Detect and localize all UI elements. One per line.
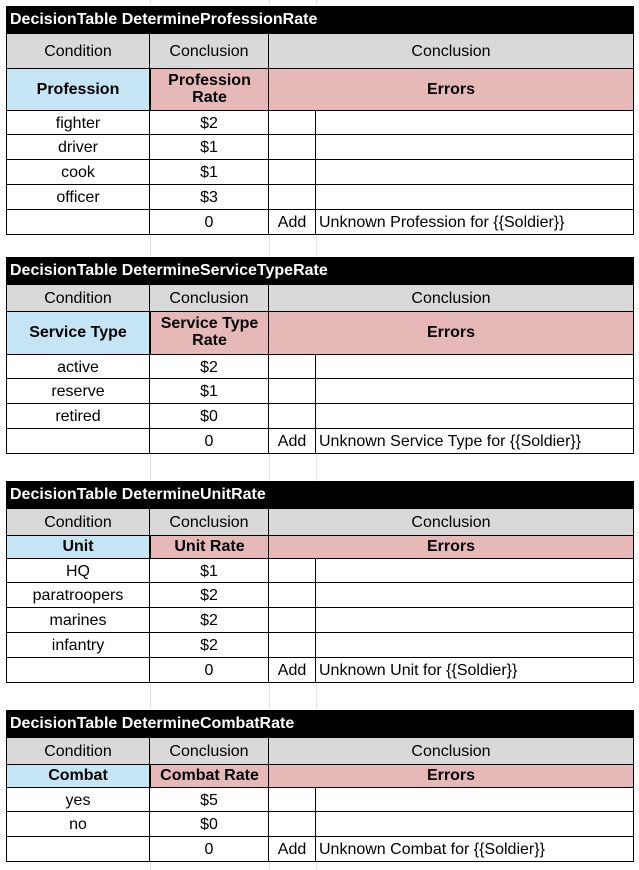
error-message-cell[interactable]: Unknown Combat for {{Soldier}} (316, 837, 634, 862)
action-cell[interactable] (269, 812, 316, 837)
error-message-cell[interactable]: Unknown Profession for {{Soldier}} (316, 210, 634, 235)
condition-cell[interactable] (6, 210, 150, 235)
action-cell[interactable]: Add (269, 210, 316, 235)
message-cell[interactable] (316, 608, 634, 633)
action-cell[interactable] (269, 185, 316, 210)
rate-cell[interactable]: $2 (150, 633, 269, 658)
message-cell[interactable] (316, 135, 634, 160)
conclusion-type-header: Conclusion (269, 34, 634, 69)
error-message-cell[interactable]: Unknown Service Type for {{Soldier}} (316, 429, 634, 454)
rate-cell[interactable]: $2 (150, 110, 269, 135)
condition-cell[interactable] (6, 837, 150, 862)
message-cell[interactable] (316, 583, 634, 608)
action-cell[interactable]: Add (269, 837, 316, 862)
table-title: DecisionTable DetermineCombatRate (6, 710, 634, 738)
errors-header: Errors (269, 69, 634, 110)
message-cell[interactable] (316, 812, 634, 837)
conclusion-type-header: Conclusion (269, 509, 634, 536)
condition-cell[interactable]: HQ (6, 558, 150, 583)
condition-cell[interactable] (6, 658, 150, 683)
condition-header: Profession (6, 69, 150, 110)
errors-header: Errors (269, 312, 634, 354)
decision-table-profession (6, 6, 634, 234)
action-cell[interactable] (269, 608, 316, 633)
decision-table-combat (6, 710, 634, 865)
action-cell[interactable] (269, 633, 316, 658)
condition-cell[interactable]: no (6, 812, 150, 837)
condition-cell[interactable] (6, 429, 150, 454)
condition-cell[interactable]: retired (6, 404, 150, 429)
rate-cell[interactable]: $3 (150, 185, 269, 210)
message-cell[interactable] (316, 633, 634, 658)
rate-cell[interactable]: $0 (150, 812, 269, 837)
action-cell[interactable] (269, 404, 316, 429)
message-cell[interactable] (316, 185, 634, 210)
condition-type-header: Condition (6, 509, 150, 536)
condition-cell[interactable]: yes (6, 787, 150, 812)
rate-cell[interactable]: $0 (150, 404, 269, 429)
action-cell[interactable] (269, 787, 316, 812)
message-cell[interactable] (316, 160, 634, 185)
errors-header: Errors (269, 765, 634, 787)
action-cell[interactable] (269, 160, 316, 185)
conclusion-type-header: Conclusion (150, 285, 269, 312)
table-title: DecisionTable DetermineProfessionRate (6, 6, 634, 34)
rate-cell[interactable]: $2 (150, 583, 269, 608)
action-cell[interactable] (269, 558, 316, 583)
condition-cell[interactable]: cook (6, 160, 150, 185)
conclusion-type-header: Conclusion (150, 509, 269, 536)
decision-table-unit (6, 481, 634, 686)
action-cell[interactable] (269, 110, 316, 135)
condition-cell[interactable]: paratroopers (6, 583, 150, 608)
rate-cell[interactable]: $5 (150, 787, 269, 812)
default-rate-cell[interactable]: 0 (150, 429, 269, 454)
condition-cell[interactable]: active (6, 354, 150, 379)
message-cell[interactable] (316, 787, 634, 812)
rate-cell[interactable]: $2 (150, 608, 269, 633)
action-cell[interactable] (269, 583, 316, 608)
rate-cell[interactable]: $1 (150, 160, 269, 185)
conclusion-type-header: Conclusion (150, 34, 269, 69)
condition-cell[interactable]: officer (6, 185, 150, 210)
action-cell[interactable]: Add (269, 658, 316, 683)
error-message-cell[interactable]: Unknown Unit for {{Soldier}} (316, 658, 634, 683)
condition-type-header: Condition (6, 738, 150, 765)
rate-header: Unit Rate (150, 536, 269, 558)
conclusion-type-header: Conclusion (269, 285, 634, 312)
condition-cell[interactable]: infantry (6, 633, 150, 658)
table-title: DecisionTable DetermineUnitRate (6, 481, 634, 509)
rate-cell[interactable]: $1 (150, 379, 269, 404)
condition-header: Combat (6, 765, 150, 787)
condition-type-header: Condition (6, 34, 150, 69)
condition-header: Service Type (6, 312, 150, 354)
condition-cell[interactable]: driver (6, 135, 150, 160)
action-cell[interactable] (269, 354, 316, 379)
condition-cell[interactable]: fighter (6, 110, 150, 135)
conclusion-type-header: Conclusion (150, 738, 269, 765)
message-cell[interactable] (316, 110, 634, 135)
action-cell[interactable]: Add (269, 429, 316, 454)
rate-cell[interactable]: $1 (150, 558, 269, 583)
message-cell[interactable] (316, 404, 634, 429)
condition-cell[interactable]: reserve (6, 379, 150, 404)
message-cell[interactable] (316, 379, 634, 404)
default-rate-cell[interactable]: 0 (150, 210, 269, 235)
condition-header: Unit (6, 536, 150, 558)
rate-cell[interactable]: $1 (150, 135, 269, 160)
errors-header: Errors (269, 536, 634, 558)
rate-header: Profession Rate (150, 69, 269, 110)
table-title: DecisionTable DetermineServiceTypeRate (6, 257, 634, 285)
condition-cell[interactable]: marines (6, 608, 150, 633)
rate-header: Service Type Rate (150, 312, 269, 354)
default-rate-cell[interactable]: 0 (150, 837, 269, 862)
conclusion-type-header: Conclusion (269, 738, 634, 765)
message-cell[interactable] (316, 354, 634, 379)
rate-header: Combat Rate (150, 765, 269, 787)
condition-type-header: Condition (6, 285, 150, 312)
rate-cell[interactable]: $2 (150, 354, 269, 379)
decision-table-service-type (6, 257, 634, 457)
default-rate-cell[interactable]: 0 (150, 658, 269, 683)
action-cell[interactable] (269, 135, 316, 160)
action-cell[interactable] (269, 379, 316, 404)
message-cell[interactable] (316, 558, 634, 583)
